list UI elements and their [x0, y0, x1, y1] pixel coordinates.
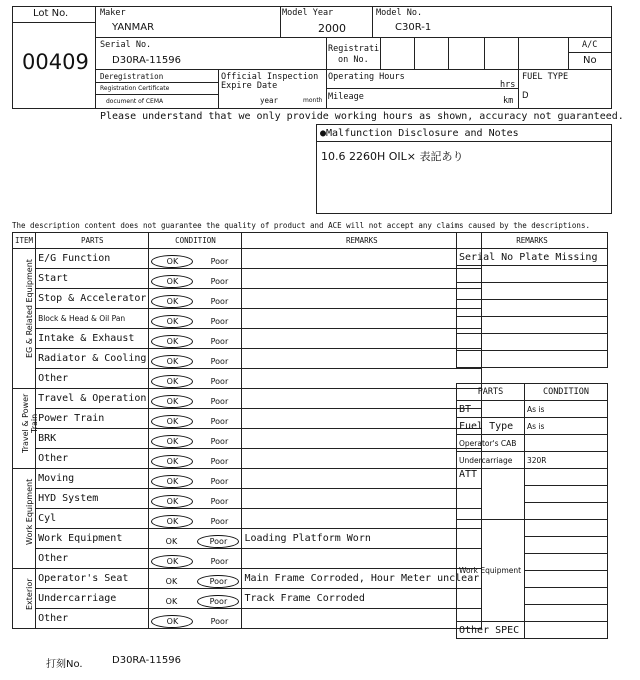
poor-option[interactable]: Poor [210, 337, 229, 346]
ok-option[interactable]: OK [151, 255, 193, 268]
part-name: Undercarriage [36, 589, 149, 609]
table-row [13, 429, 482, 449]
header-vline-7 [484, 37, 485, 69]
km-label: km [503, 96, 514, 106]
poor-option[interactable]: Poor [210, 417, 229, 426]
header-vline-1 [280, 6, 281, 37]
spec-condition [524, 469, 607, 486]
part-name: Intake & Exhaust [36, 329, 149, 349]
ok-option[interactable]: OK [165, 537, 178, 546]
right-remark-cell [457, 283, 608, 300]
spec-row [457, 469, 608, 486]
mileage-label: Mileage [328, 92, 364, 102]
group-label-cell [13, 249, 36, 389]
poor-option[interactable]: Poor [197, 595, 239, 608]
model-no-label: Model No. [376, 8, 423, 18]
condition-cell [149, 589, 242, 609]
remark-cell [242, 289, 482, 309]
remark-cell [242, 309, 482, 329]
ok-option[interactable]: OK [165, 577, 178, 586]
poor-option[interactable]: Poor [210, 437, 229, 446]
table-row [13, 289, 482, 309]
remark-cell: Main Frame Corroded, Hour Meter unclear [242, 569, 482, 589]
model-year-value: 2000 [318, 22, 346, 35]
poor-option[interactable]: Poor [210, 257, 229, 266]
fuel-type-label: FUEL TYPE [522, 72, 569, 82]
table-row [13, 469, 482, 489]
serial-label: Serial No. [100, 40, 152, 50]
year-label: year [260, 96, 279, 105]
ok-option[interactable]: OK [151, 515, 193, 528]
part-name: Other [36, 609, 149, 629]
ok-option[interactable]: OK [151, 375, 193, 388]
spec-condition [524, 605, 607, 622]
poor-option[interactable]: Poor [197, 535, 239, 548]
registration-label-2: on No. [338, 55, 369, 65]
ok-option[interactable]: OK [151, 495, 193, 508]
group-label-2: Train [30, 413, 39, 433]
remark-cell: Track Frame Corroded [242, 589, 482, 609]
registration-label-1: Registrati [328, 44, 380, 54]
spec-part: Fuel Type [457, 418, 525, 435]
header-remarks: REMARKS [242, 233, 482, 249]
spec-row [457, 622, 608, 639]
table-row [13, 389, 482, 409]
model-year-label: Model Year [282, 8, 334, 18]
group-label: EG & Related Equipment [25, 259, 34, 358]
ok-option[interactable]: OK [151, 475, 193, 488]
spec-condition [524, 503, 607, 520]
condition-cell [149, 249, 242, 269]
right-remarks-row [457, 249, 608, 266]
model-no-value: C30R-1 [395, 22, 432, 33]
ok-option[interactable]: OK [151, 435, 193, 448]
registration-cert-label: Registration Certificate [100, 85, 170, 92]
poor-option[interactable]: Poor [210, 297, 229, 306]
official-label-2: Expire Date [221, 81, 278, 91]
header-vline-4 [380, 37, 381, 69]
header-ac-line [568, 52, 612, 53]
malfunction-title: ●Malfunction Disclosure and Notes [320, 128, 519, 139]
poor-option[interactable]: Poor [197, 575, 239, 588]
ok-option[interactable]: OK [151, 355, 193, 368]
header-vline-2 [372, 6, 373, 37]
table-row [13, 509, 482, 529]
group-label-cell [13, 389, 39, 469]
header-vline-8 [518, 37, 519, 109]
ok-option[interactable]: OK [151, 395, 193, 408]
serial-value: D30RA-11596 [112, 55, 182, 66]
spec-parts-header: PARTS [457, 384, 525, 401]
part-name: Other [36, 369, 149, 389]
condition-cell [149, 569, 242, 589]
right-remarks-table [456, 232, 608, 368]
header-vline-5 [414, 37, 415, 69]
part-name: HYD System [36, 489, 149, 509]
poor-option[interactable]: Poor [210, 357, 229, 366]
spec-condition [524, 520, 607, 537]
footer-value: D30RA-11596 [112, 655, 182, 666]
table-row [13, 409, 482, 429]
right-remarks-row [457, 266, 608, 283]
spec-condition [524, 622, 607, 639]
spec-other-label: Other SPEC [457, 622, 525, 639]
ok-option[interactable]: OK [151, 555, 193, 568]
malfunction-text: 10.6 2260H OIL× 表記あり [321, 150, 464, 163]
malfunction-title-line [316, 141, 612, 142]
month-label: month [303, 97, 323, 104]
spec-condition-header: CONDITION [524, 384, 607, 401]
header-vline-6 [448, 37, 449, 69]
ok-option[interactable]: OK [151, 295, 193, 308]
remark-cell: Loading Platform Worn [242, 529, 482, 549]
table-row [13, 269, 482, 289]
table-row [13, 549, 482, 569]
spec-work-equipment-label: Work Equipment [457, 520, 525, 622]
right-remarks-row [457, 351, 608, 368]
remark-cell [242, 509, 482, 529]
group-label: Exterior [25, 578, 34, 611]
poor-option[interactable]: Poor [210, 617, 229, 626]
spec-condition [524, 435, 607, 452]
header-row-line-1 [96, 37, 612, 38]
ac-value: No [583, 55, 597, 66]
part-name: Other [36, 449, 149, 469]
remark-cell [242, 389, 482, 409]
spec-condition [524, 554, 607, 571]
fuel-type-value: D [522, 91, 529, 101]
right-remark-cell [457, 300, 608, 317]
table-row [13, 309, 482, 329]
ok-option[interactable]: OK [151, 455, 193, 468]
spec-condition [524, 571, 607, 588]
right-remarks-row [457, 334, 608, 351]
part-name: BRK [36, 429, 149, 449]
lot-label: Lot No. [33, 8, 69, 19]
ok-option[interactable]: OK [151, 335, 193, 348]
condition-cell [149, 469, 242, 489]
table-row [13, 329, 482, 349]
ok-option[interactable]: OK [151, 415, 193, 428]
header-parts: PARTS [36, 233, 149, 249]
poor-option[interactable]: Poor [210, 377, 229, 386]
condition-cell [149, 429, 242, 449]
condition-cell [149, 609, 242, 629]
header-item: ITEM [13, 233, 36, 249]
spec-row [457, 401, 608, 418]
spec-condition [524, 588, 607, 605]
spec-condition [524, 537, 607, 554]
condition-cell [149, 409, 242, 429]
remark-cell [242, 489, 482, 509]
header-row-line-2 [96, 69, 612, 70]
cema-label: document of CEMA [106, 98, 164, 105]
part-name: Moving [36, 469, 149, 489]
header-condition: CONDITION [149, 233, 242, 249]
remark-cell [242, 549, 482, 569]
poor-option[interactable]: Poor [210, 497, 229, 506]
header-vline-3 [326, 37, 327, 109]
poor-option[interactable]: Poor [210, 397, 229, 406]
remark-cell [242, 449, 482, 469]
part-name: Radiator & Cooling [36, 349, 149, 369]
table-row [13, 489, 482, 509]
right-remarks-header-row [457, 233, 608, 249]
group-label: Travel & Power [21, 393, 30, 453]
spec-row [457, 520, 608, 537]
group-label-cell [13, 469, 36, 569]
spec-part: Operator's CAB [457, 435, 525, 452]
right-remark-cell [457, 266, 608, 283]
part-name: Travel & Operation [36, 389, 149, 409]
part-name: Stop & Accelerator [36, 289, 149, 309]
deregistration-line-2 [96, 94, 218, 95]
condition-cell [149, 449, 242, 469]
right-remarks-header: REMARKS [457, 233, 608, 249]
part-name: Operator's Seat [36, 569, 149, 589]
spec-condition: As is [524, 418, 607, 435]
poor-option[interactable]: Poor [210, 517, 229, 526]
spec-part: Undercarriage [457, 452, 525, 469]
operating-hours-label: Operating Hours [328, 72, 405, 82]
part-name: Block & Head & Oil Pan [36, 309, 149, 329]
condition-cell [149, 269, 242, 289]
poor-option[interactable]: Poor [210, 457, 229, 466]
spec-header-row [457, 384, 608, 401]
condition-cell [149, 369, 242, 389]
condition-cell [149, 329, 242, 349]
header-vline-9 [568, 37, 569, 69]
right-remark-cell [457, 351, 608, 368]
remark-cell [242, 329, 482, 349]
poor-option[interactable]: Poor [210, 557, 229, 566]
part-name: Work Equipment [36, 529, 149, 549]
remark-cell [242, 249, 482, 269]
poor-option[interactable]: Poor [210, 317, 229, 326]
right-remarks-row [457, 317, 608, 334]
group-label-cell [13, 569, 36, 629]
right-remarks-row [457, 300, 608, 317]
spec-row [457, 435, 608, 452]
right-remark-cell: Serial No Plate Missing [457, 249, 608, 266]
right-remark-cell [457, 334, 608, 351]
part-name: Other [36, 549, 149, 569]
part-name: Cyl [36, 509, 149, 529]
right-remarks-row [457, 283, 608, 300]
table-row [13, 529, 482, 549]
ok-option[interactable]: OK [165, 597, 178, 606]
spec-condition: As is [524, 401, 607, 418]
table-row [13, 369, 482, 389]
hrs-label: hrs [500, 80, 516, 90]
remark-cell [242, 609, 482, 629]
remark-cell [242, 429, 482, 449]
maker-label: Maker [100, 8, 126, 18]
part-name: Start [36, 269, 149, 289]
ok-option[interactable]: OK [151, 275, 193, 288]
part-name: E/G Function [36, 249, 149, 269]
table-row [13, 349, 482, 369]
right-remark-cell [457, 317, 608, 334]
spec-condition: 320R [524, 452, 607, 469]
official-label-1: Official Inspection [221, 72, 319, 82]
maker-value: YANMAR [112, 22, 155, 33]
spec-att-label: ATT [457, 469, 525, 520]
table-row [13, 609, 482, 629]
ac-label: A/C [582, 40, 598, 50]
footer-label: 打刻No. [46, 659, 83, 670]
group-label: Work Equipment [25, 478, 34, 545]
deregistration-line-1 [96, 82, 218, 83]
part-name: Power Train [36, 409, 149, 429]
condition-table-header [13, 233, 482, 249]
poor-option[interactable]: Poor [210, 277, 229, 286]
table-row [13, 249, 482, 269]
condition-cell [149, 489, 242, 509]
spec-table [456, 383, 608, 639]
remark-cell [242, 269, 482, 289]
header-vline-10 [218, 69, 219, 109]
ok-option[interactable]: OK [151, 615, 193, 628]
condition-cell [149, 529, 242, 549]
remark-cell [242, 349, 482, 369]
condition-cell [149, 349, 242, 369]
condition-cell [149, 289, 242, 309]
lot-number: 00409 [22, 50, 89, 74]
spec-row [457, 452, 608, 469]
remark-cell [242, 369, 482, 389]
working-hours-notice: Please understand that we only provide working hours as shown, accuracy not guaranteed. [100, 111, 624, 122]
spec-condition [524, 486, 607, 503]
poor-option[interactable]: Poor [210, 477, 229, 486]
disclaimer: The description content does not guarantee the quality of product and ACE will not accept any claims caused by the descriptions. [12, 221, 590, 230]
table-row [13, 589, 482, 609]
condition-cell [149, 549, 242, 569]
condition-table [12, 232, 482, 629]
remark-cell [242, 409, 482, 429]
condition-cell [149, 509, 242, 529]
table-row [13, 569, 482, 589]
ok-option[interactable]: OK [151, 315, 193, 328]
spec-row [457, 418, 608, 435]
header-mileage-line [326, 88, 518, 89]
deregistration-label: Deregistration [100, 72, 164, 81]
condition-cell [149, 309, 242, 329]
remark-cell [242, 469, 482, 489]
condition-cell [149, 389, 242, 409]
table-row [13, 449, 482, 469]
spec-part: BT [457, 401, 525, 418]
